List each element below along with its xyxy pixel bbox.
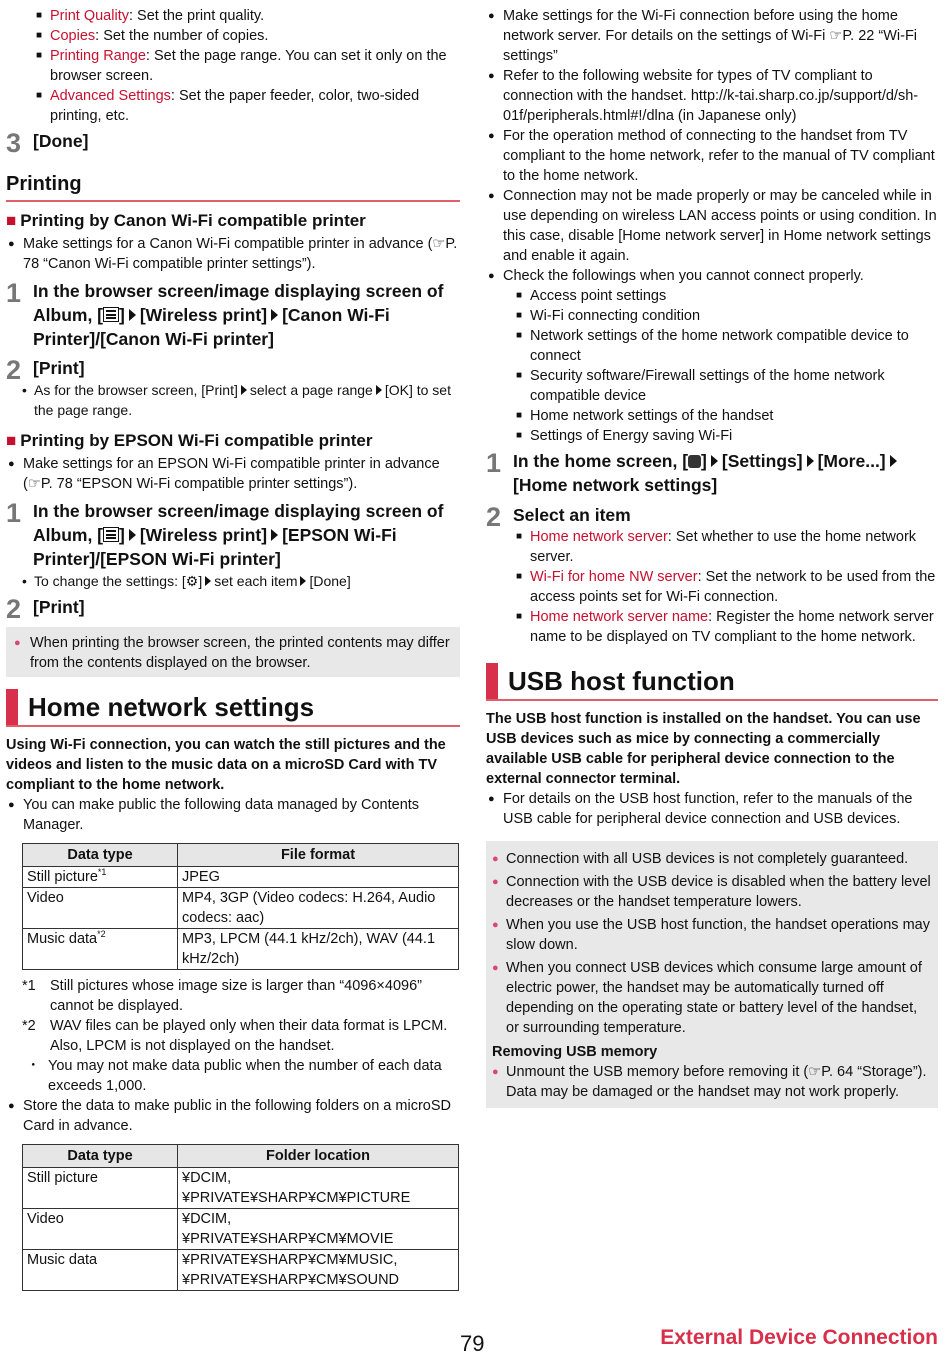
folder-path: ¥DCIM, bbox=[182, 1170, 232, 1186]
data-type: Music data bbox=[23, 1250, 178, 1291]
folder-path: ¥DCIM, bbox=[182, 1211, 232, 1227]
bullet-text: Connection may not be made properly or may be canceled while in use depending on wireless LAN access points or using condition. In this case, disable [Home network server] in Home network settings and enable it again. bbox=[503, 188, 937, 264]
usb-note-box bbox=[486, 841, 938, 1108]
removing-text: ● Unmount the USB memory before removing it (☞P. 64 “Storage”). Data may be damaged or the handset may not work properly. bbox=[492, 1064, 927, 1100]
item-term: Wi-Fi for home NW server bbox=[530, 569, 698, 585]
folder-path: ¥PRIVATE¥SHARP¥CM¥MOVIE bbox=[182, 1231, 394, 1247]
page-number: 79 bbox=[460, 1331, 485, 1356]
arrow-icon bbox=[205, 576, 211, 586]
bullet-item: ● Connection may not be made properly or may be canceled while in use depending on wireless LAN access points or using condition. In this case, disable [Home network server] in Home network settings and enable it again. bbox=[488, 188, 937, 264]
printing-heading: Printing bbox=[6, 171, 460, 202]
canon-step-1: 1 In the browser screen/image displaying screen of Album, [ ] [Wireless print] [Canon Wi-Fi Printer]/[Canon Wi-Fi printer] bbox=[6, 278, 444, 349]
table-header: Data type bbox=[23, 844, 178, 867]
folder-path: ¥PRIVATE¥SHARP¥CM¥MUSIC, bbox=[182, 1252, 398, 1268]
settings-item bbox=[26, 46, 460, 86]
table-cell: MP4, 3GP (Video codecs: H.264, Audio codecs: aac) bbox=[178, 888, 459, 929]
check-item bbox=[506, 306, 938, 326]
settings-item bbox=[26, 86, 460, 126]
footnote bbox=[22, 976, 460, 1016]
epson-heading: ■ Printing by EPSON Wi-Fi compatible printer bbox=[6, 431, 373, 450]
square-bullet-icon: ■ bbox=[36, 30, 43, 41]
bullet-item: ● Make settings for the Wi-Fi connection before using the home network server. For details on the settings of Wi-Fi ☞P. 22 “Wi-Fi settings” bbox=[488, 8, 918, 64]
epson-step-1: 1 In the browser screen/image displaying screen of Album, [ ] [Wireless print] [EPSON Wi-Fi Printer]/[EPSON Wi-Fi printer] bbox=[6, 498, 444, 569]
print-note-box bbox=[6, 627, 460, 677]
square-bullet-icon: ■ bbox=[516, 531, 523, 542]
print-settings-list bbox=[6, 6, 460, 126]
apps-icon bbox=[688, 455, 701, 468]
usb-note: ● Connection with all USB devices is not completely guaranteed. bbox=[492, 851, 909, 867]
step-text: [Done] bbox=[33, 131, 89, 151]
home-intro: Using Wi-Fi connection, you can watch the still pictures and the videos and listen to the music data on a microSD Card with TV compliant to the home network. bbox=[6, 737, 446, 793]
settings-term: Copies bbox=[50, 28, 96, 44]
footnote-text: WAV files can be played only when their data format is LPCM. Also, LPCM is not displayed on the handset. bbox=[50, 1018, 448, 1054]
table-header: File format bbox=[178, 844, 459, 867]
home-item bbox=[506, 607, 938, 647]
usb-title: USB host function bbox=[486, 663, 938, 701]
settings-item bbox=[26, 26, 460, 46]
square-bullet-icon: ■ bbox=[36, 90, 43, 101]
home-step-1: 1 In the home screen, [ ] [Settings] [More...][Home network settings] bbox=[486, 449, 938, 497]
home-network-items bbox=[486, 527, 938, 647]
check-text: Home network settings of the handset bbox=[530, 408, 774, 424]
bullet-item: ● Refer to the following website for types of TV compliant to connection with the handset. http://k-tai.sharp.co.jp/support/d/sh-01f/peripherals.html#!/dlna (in Japanese only) bbox=[488, 68, 919, 124]
usb-note: ● When you connect USB devices which consume large amount of electric power, the handset may be automatically turned off depending on the operating state or battery level of the handset, or surrounding temperature. bbox=[492, 960, 922, 1036]
settings-desc: : Set the print quality. bbox=[128, 8, 265, 24]
footnote-mark: *1 bbox=[22, 978, 36, 994]
epson-step-2: 2 [Print] bbox=[6, 594, 85, 624]
home-network-title: Home network settings bbox=[6, 689, 460, 727]
table-row bbox=[23, 888, 459, 929]
square-bullet-icon: ■ bbox=[516, 330, 523, 341]
square-bullet-icon: ■ bbox=[516, 370, 523, 381]
folder-location-table bbox=[22, 1144, 459, 1291]
square-bullet-icon: ■ bbox=[516, 430, 523, 441]
check-text: Settings of Energy saving Wi-Fi bbox=[530, 428, 733, 444]
check-item bbox=[506, 366, 938, 406]
right-column bbox=[486, 6, 938, 1108]
file-format-table bbox=[22, 843, 459, 970]
settings-term: Print Quality bbox=[50, 8, 129, 24]
item-term: Home network server bbox=[530, 529, 668, 545]
table-cell: JPEG bbox=[178, 867, 459, 888]
dot-note: ・ You may not make data public when the number of each data exceeds 1,000. bbox=[26, 1058, 442, 1094]
table-cell bbox=[23, 888, 178, 929]
arrow-icon bbox=[271, 529, 278, 541]
square-bullet-icon: ■ bbox=[516, 571, 523, 582]
home-step-2: 2 Select an item bbox=[486, 502, 631, 532]
item-desc: : Set whether to use the home network server. bbox=[530, 529, 917, 565]
usb-bullet: ● For details on the USB host function, refer to the manuals of the USB cable for peripheral device connection and USB devices. bbox=[488, 791, 913, 827]
table-row bbox=[23, 1209, 459, 1250]
settings-desc: : Set the paper feeder, color, two-sided printing, etc. bbox=[50, 88, 420, 124]
bullet-item: ● For the operation method of connecting to the handset from TV compliant to the home network, refer to the manual of TV compliant to the home network. bbox=[488, 128, 935, 184]
table-header: Folder location bbox=[178, 1145, 459, 1168]
table-cell bbox=[178, 1250, 459, 1291]
table-cell bbox=[23, 867, 178, 888]
home-bullet-2: ● Store the data to make public in the following folders on a microSD Card in advance. bbox=[8, 1098, 451, 1134]
settings-term: Printing Range bbox=[50, 48, 146, 64]
arrow-icon bbox=[376, 385, 382, 395]
settings-desc: : Set the number of copies. bbox=[95, 28, 269, 44]
check-list bbox=[486, 286, 938, 446]
check-item bbox=[506, 406, 938, 426]
left-column bbox=[6, 6, 460, 1297]
check-item bbox=[506, 326, 938, 366]
menu-icon bbox=[103, 307, 119, 322]
data-type: Video bbox=[23, 1209, 178, 1250]
square-bullet-icon: ■ bbox=[516, 410, 523, 421]
table-row bbox=[23, 867, 459, 888]
item-desc: : Set the network to be used from the access points set for Wi-Fi connection. bbox=[530, 569, 936, 605]
usb-note: ● Connection with the USB device is disabled when the battery level decreases or the handset temperature lowers. bbox=[492, 874, 931, 910]
footnote bbox=[22, 1016, 460, 1056]
canon-step-2-sub: • As for the browser screen, [Print] select a page range [OK] to set the page range. bbox=[22, 382, 451, 418]
square-bullet-icon: ■ bbox=[516, 310, 523, 321]
footnote-mark: *2 bbox=[97, 929, 106, 939]
step-number: 3 bbox=[6, 128, 22, 158]
arrow-icon bbox=[129, 529, 136, 541]
arrow-icon bbox=[807, 455, 814, 467]
table-cell: MP3, LPCM (44.1 kHz/2ch), WAV (44.1 kHz/2ch) bbox=[178, 929, 459, 970]
check-text: Network settings of the home network compatible device to connect bbox=[530, 328, 909, 364]
bullet-text: Check the followings when you cannot connect properly. bbox=[503, 268, 864, 284]
footnote-text: Still pictures whose image size is larger than “4096×4096” cannot be displayed. bbox=[50, 978, 422, 1014]
footnote-mark: *2 bbox=[22, 1018, 36, 1034]
data-type: Still picture bbox=[27, 869, 98, 885]
home-item bbox=[506, 527, 938, 567]
usb-note: ● When you use the USB host function, the handset operations may slow down. bbox=[492, 917, 930, 953]
usb-note-text: Connection with the USB device is disabled when the battery level decreases or the handset temperature lowers. bbox=[506, 874, 931, 910]
table-cell bbox=[178, 1209, 459, 1250]
square-bullet-icon: ■ bbox=[516, 611, 523, 622]
table-cell bbox=[23, 929, 178, 970]
arrow-icon bbox=[711, 455, 718, 467]
usb-intro: The USB host function is installed on the handset. You can use USB devices such as mice by connecting a commercially available USB cable for peripheral device connection to the external connector terminal. bbox=[486, 711, 921, 787]
arrow-icon bbox=[241, 385, 247, 395]
epson-bullet: ● Make settings for an EPSON Wi-Fi compatible printer in advance (☞P. 78 “EPSON Wi-Fi compatible printer settings”). bbox=[8, 456, 440, 492]
chapter-title: External Device Connection bbox=[660, 1326, 938, 1349]
canon-bullet: ● Make settings for a Canon Wi-Fi compatible printer in advance (☞P. 78 “Canon Wi-Fi compatible printer settings”). bbox=[8, 236, 458, 272]
footnote-mark: *1 bbox=[97, 867, 107, 877]
data-type: Video bbox=[27, 890, 64, 906]
data-type: Still picture bbox=[23, 1168, 178, 1209]
arrow-icon bbox=[129, 309, 136, 321]
usb-note-text: When you use the USB host function, the handset operations may slow down. bbox=[506, 917, 930, 953]
home-bullet-1: ● You can make public the following data managed by Contents Manager. bbox=[8, 797, 420, 833]
check-item bbox=[506, 426, 938, 446]
item-desc: : Register the home network server name to be displayed on TV compliant to the home network. bbox=[530, 609, 934, 645]
check-item bbox=[506, 286, 938, 306]
square-bullet-icon: ■ bbox=[36, 50, 43, 61]
home-network-bullets bbox=[486, 6, 938, 286]
check-text: Security software/Firewall settings of the home network compatible device bbox=[530, 368, 885, 404]
usb-note-text: When you connect USB devices which consume large amount of electric power, the handset may be automatically turned off depending on the operating state or battery level of the handset, or surrounding temperature. bbox=[506, 960, 922, 1036]
arrow-icon bbox=[271, 309, 278, 321]
arrow-icon bbox=[300, 576, 306, 586]
check-text: Wi-Fi connecting condition bbox=[530, 308, 701, 324]
settings-term: Advanced Settings bbox=[50, 88, 171, 104]
footnotes bbox=[6, 976, 460, 1056]
home-item bbox=[506, 567, 938, 607]
epson-step-1-sub: • To change the settings: [⚙] set each item [Done] bbox=[22, 573, 351, 589]
square-bullet-icon: ■ bbox=[36, 10, 43, 21]
item-term: Home network server name bbox=[530, 609, 709, 625]
check-text: Access point settings bbox=[530, 288, 667, 304]
canon-heading: ■ Printing by Canon Wi-Fi compatible printer bbox=[6, 211, 366, 230]
bullet-text: For the operation method of connecting to the handset from TV compliant to the home network, refer to the manual of TV compliant to the home network. bbox=[503, 128, 935, 184]
table-row bbox=[23, 929, 459, 970]
folder-path: ¥PRIVATE¥SHARP¥CM¥SOUND bbox=[182, 1272, 400, 1288]
bullet-text: Refer to the following website for types of TV compliant to connection with the handset. http://k-tai.sharp.co.jp/support/d/sh-01f/peripherals.html#!/dlna (in Japanese only) bbox=[503, 68, 919, 124]
step-done bbox=[6, 128, 460, 158]
note-item: ● When printing the browser screen, the printed contents may differ from the contents displayed on the browser. bbox=[14, 635, 450, 671]
settings-desc: : Set the page range. You can set it only on the browser screen. bbox=[50, 48, 447, 84]
menu-icon bbox=[103, 527, 119, 542]
canon-step-2: 2 [Print] bbox=[6, 355, 85, 385]
table-cell bbox=[178, 1168, 459, 1209]
bullet-item: ● Check the followings when you cannot connect properly. bbox=[488, 268, 864, 284]
table-header: Data type bbox=[23, 1145, 178, 1168]
arrow-icon bbox=[890, 455, 897, 467]
folder-path: ¥PRIVATE¥SHARP¥CM¥PICTURE bbox=[182, 1190, 411, 1206]
removing-heading: Removing USB memory bbox=[492, 1044, 658, 1060]
bullet-text: Make settings for the Wi-Fi connection before using the home network server. For details on the settings of Wi-Fi ☞P. 22 “Wi-Fi settings” bbox=[503, 8, 918, 64]
settings-item bbox=[26, 6, 460, 26]
table-row bbox=[23, 1250, 459, 1291]
usb-note-text: Connection with all USB devices is not completely guaranteed. bbox=[506, 851, 909, 867]
square-bullet-icon: ■ bbox=[516, 290, 523, 301]
data-type: Music data bbox=[27, 931, 98, 947]
table-row bbox=[23, 1168, 459, 1209]
